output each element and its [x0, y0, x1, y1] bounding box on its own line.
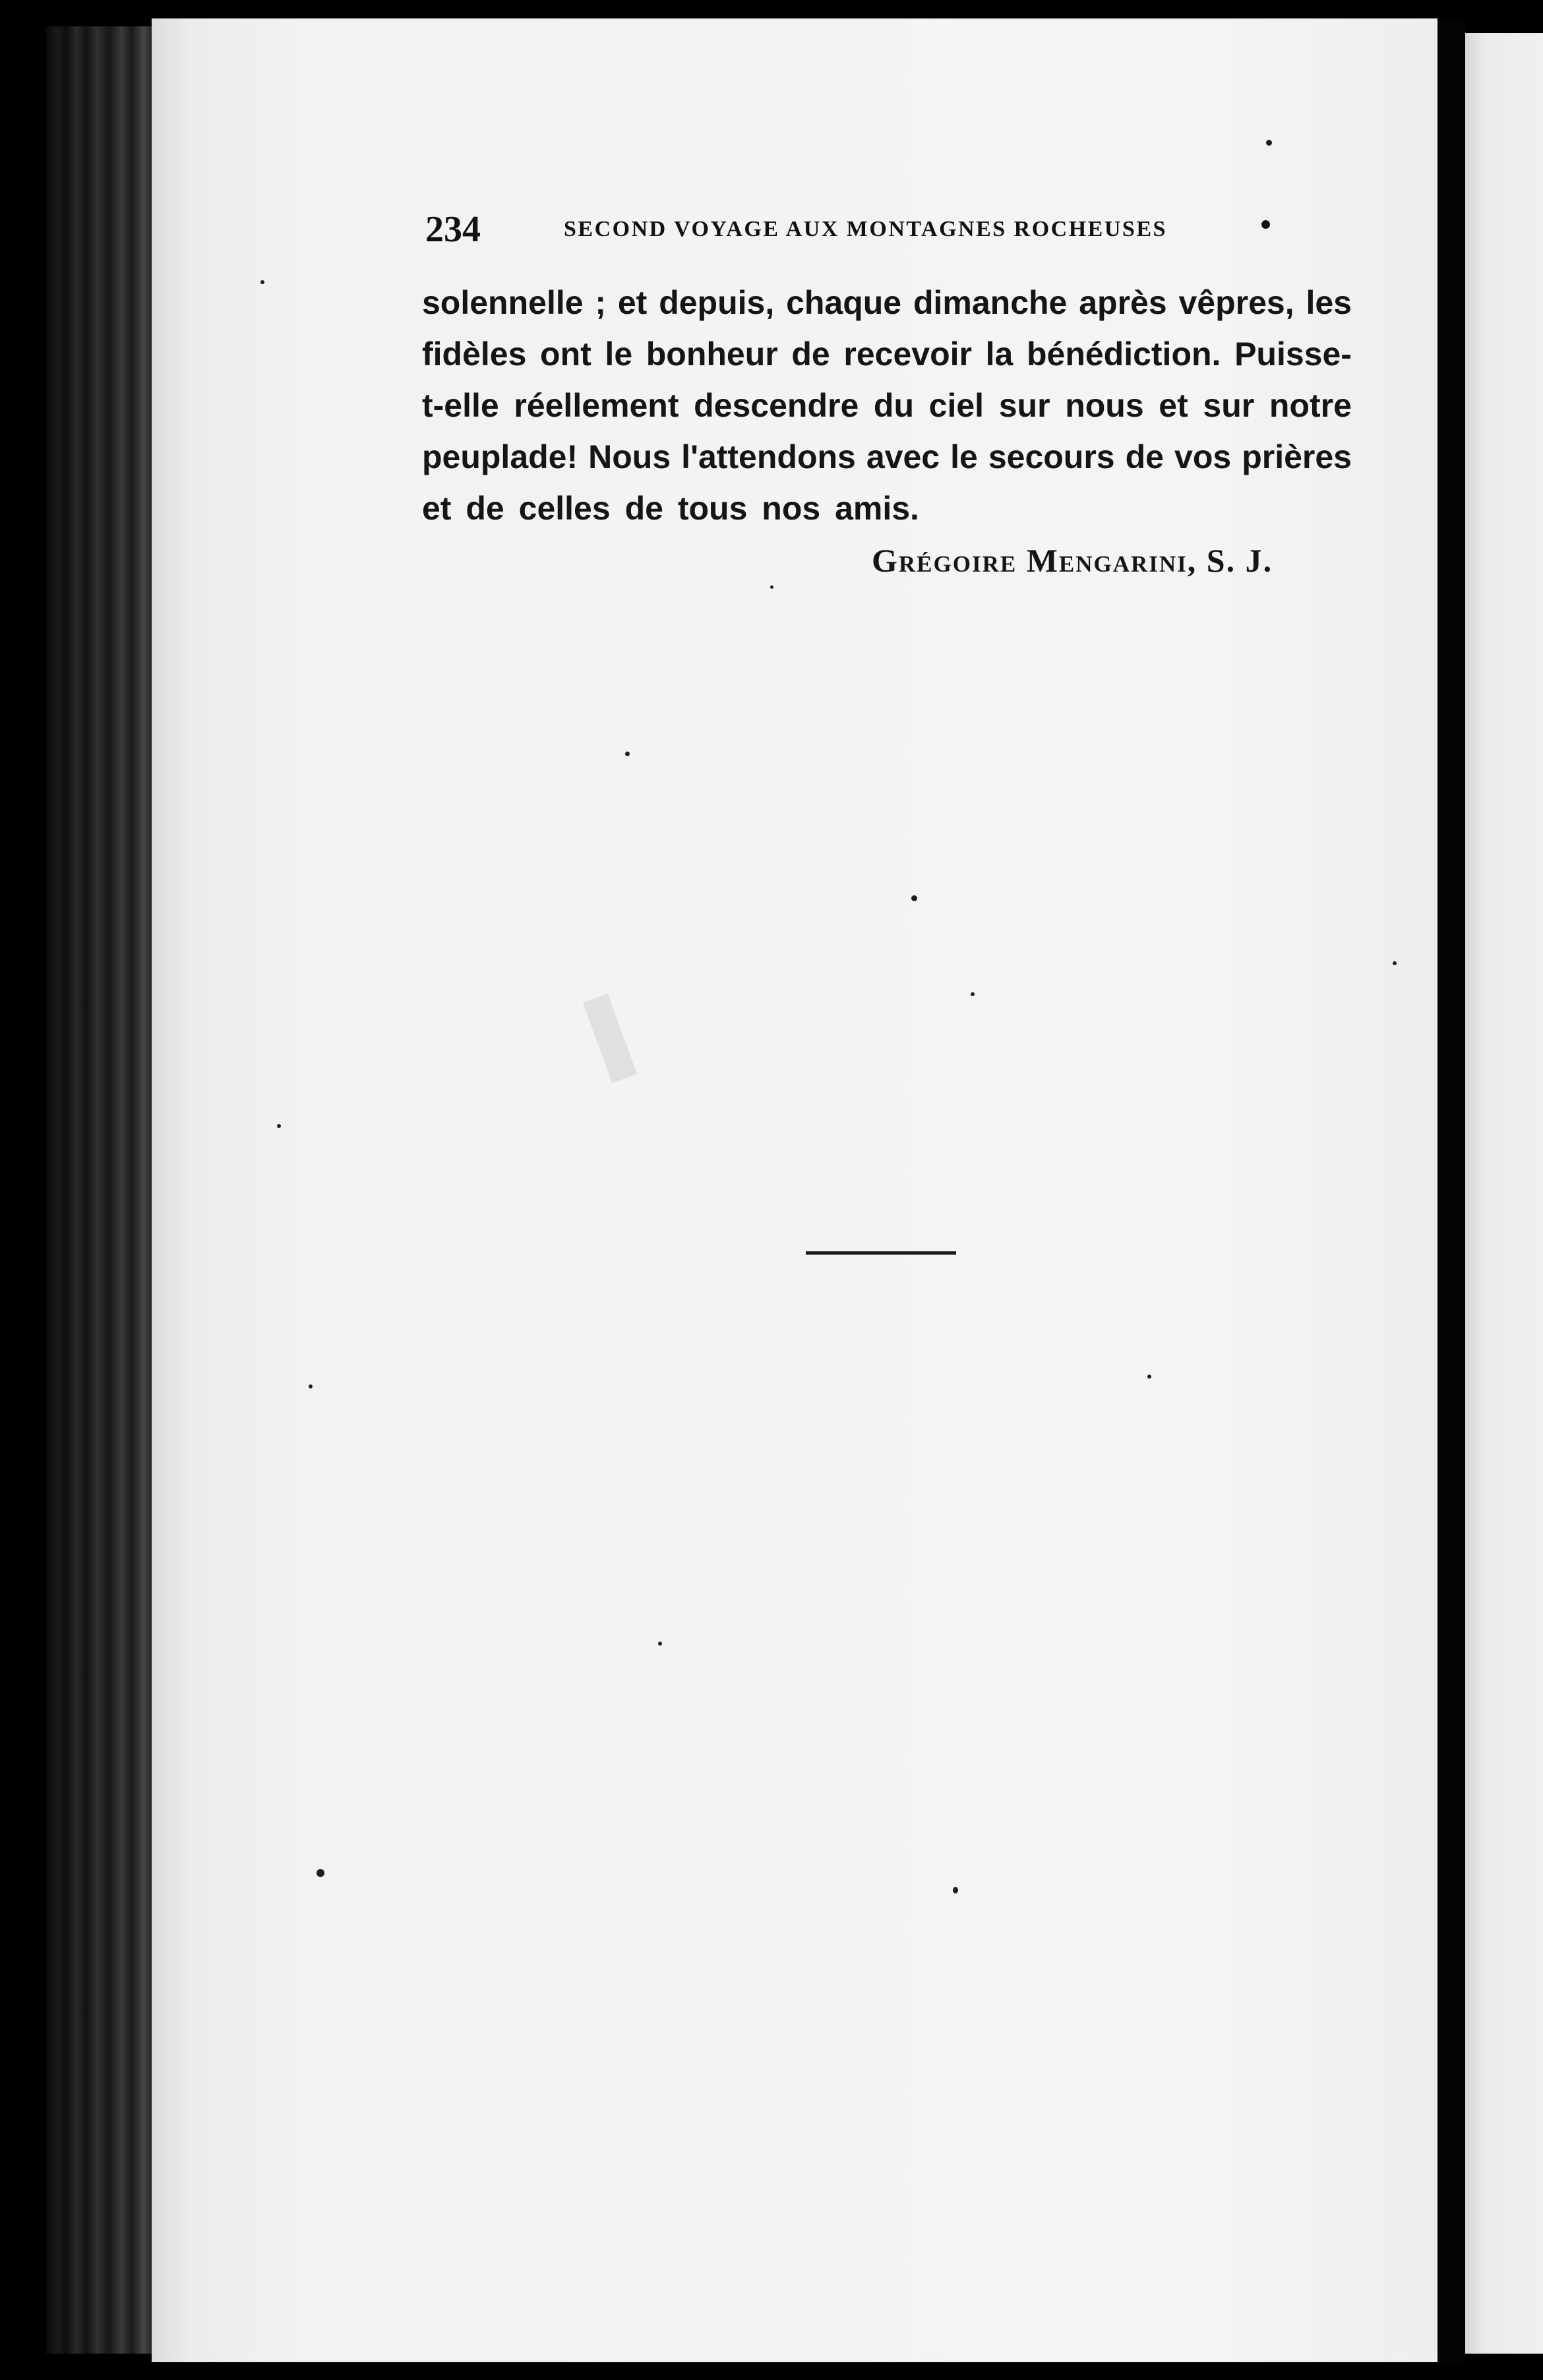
word: ont: [540, 336, 591, 372]
running-title: SECOND VOYAGE AUX MONTAGNES ROCHEUSES: [564, 217, 1167, 241]
word: bénédiction.: [1026, 336, 1221, 372]
word: secours: [988, 438, 1115, 475]
word: nos: [762, 490, 821, 527]
scan-speck: [1393, 961, 1397, 965]
scan-speck: [770, 585, 773, 589]
word: bonheur: [646, 336, 778, 372]
word: notre: [1269, 387, 1352, 424]
word: descendre: [694, 387, 859, 424]
word: peuplade!: [422, 438, 578, 475]
word: sur: [1203, 387, 1255, 424]
word: et: [422, 490, 452, 527]
scan-speck: [1147, 1375, 1151, 1379]
scan-speck: [625, 752, 630, 756]
word: vêpres,: [1178, 284, 1294, 321]
text-line: [422, 328, 1352, 380]
word: le: [605, 336, 633, 372]
word: avec: [866, 438, 940, 475]
scan-speck: [317, 1869, 324, 1877]
text-line: [422, 380, 1352, 431]
word: de: [1125, 438, 1164, 475]
scan-speck: [260, 280, 264, 284]
scan-speck: [277, 1124, 281, 1128]
word: le: [950, 438, 978, 475]
body-paragraph: [422, 277, 1352, 534]
word: de: [791, 336, 830, 372]
text-line: [422, 483, 1352, 534]
word: t-elle: [422, 387, 499, 424]
text-line: [422, 431, 1352, 483]
word: réellement: [514, 387, 679, 424]
word: chaque: [786, 284, 902, 321]
scan-speck: [971, 992, 975, 996]
word: de: [624, 490, 663, 527]
word: celles: [518, 490, 611, 527]
scan-speck: [1266, 140, 1272, 146]
running-head: [425, 210, 1283, 249]
word: vos: [1174, 438, 1232, 475]
word: fidèles: [422, 336, 527, 372]
word: et: [1159, 387, 1188, 424]
word: amis.: [835, 490, 919, 527]
author-signature: Grégoire Mengarini, S. J.: [872, 542, 1273, 579]
word: et: [617, 284, 648, 321]
scan-speck: [953, 1887, 958, 1893]
page-edges: [46, 26, 152, 2354]
text-line: [422, 277, 1352, 328]
word: après: [1079, 284, 1167, 321]
word: dimanche: [913, 284, 1068, 321]
scan-speck: [658, 1642, 662, 1646]
binding-gutter: [1437, 20, 1465, 2364]
word: tous: [677, 490, 748, 527]
word: les: [1306, 284, 1352, 321]
word: depuis,: [659, 284, 775, 321]
word: sur: [998, 387, 1050, 424]
word: du: [873, 387, 915, 424]
scan-speck: [911, 895, 917, 901]
end-rule: [806, 1251, 956, 1255]
scan-speck: [309, 1384, 313, 1388]
page-number: 234: [425, 209, 481, 250]
word: nous: [1065, 387, 1144, 424]
word: prières: [1242, 438, 1352, 475]
word: Puisse-: [1234, 336, 1352, 372]
word: recevoir: [843, 336, 972, 372]
ornament-dot: [1261, 220, 1270, 229]
word: solennelle: [422, 284, 584, 321]
word: la: [985, 336, 1014, 372]
word: de: [466, 490, 504, 527]
word: l'attendons: [681, 438, 856, 475]
facing-page-edge: [1465, 33, 1543, 2354]
word: Nous: [588, 438, 671, 475]
word: ciel: [928, 387, 984, 424]
word: ;: [595, 284, 607, 321]
